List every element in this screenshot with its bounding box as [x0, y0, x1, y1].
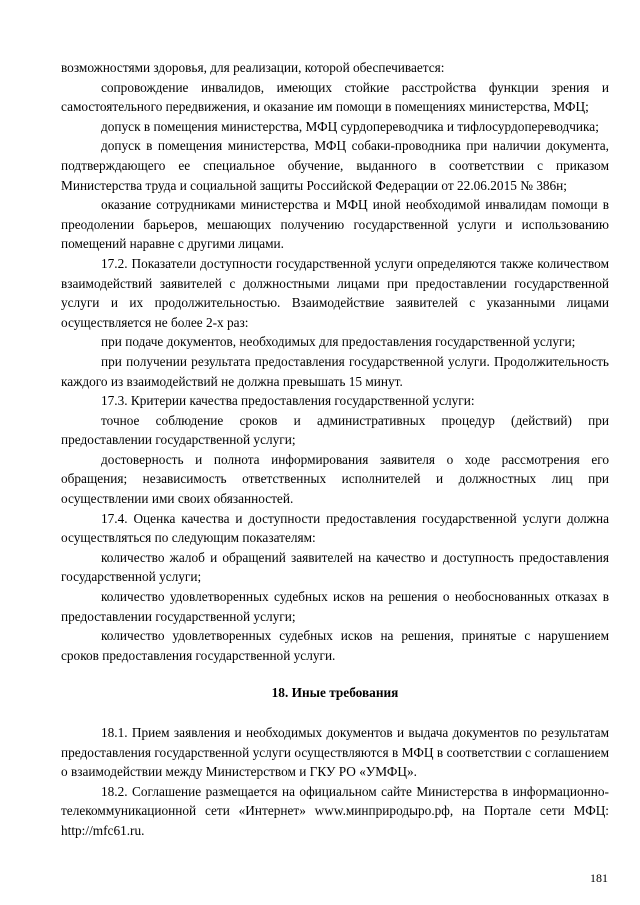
- paragraphs-before-heading: [61, 58, 609, 665]
- paragraph: возможностями здоровья, для реализации, которой обеспечивается:: [61, 60, 445, 75]
- paragraph: сопровождение инвалидов, имеющих стойкие расстройства функции зрения и самостоятельного передвижения, и оказание им помощи в помещениях министерства, МФЦ;: [61, 79, 609, 115]
- paragraphs-after-heading: [61, 723, 609, 841]
- paragraph: 17.2. Показатели доступности государственной услуги определяются также количеством взаимодействий заявителей с должностными лицами при предоставлении государственной услуги и их продолжительностью. Взаимодействие заявителей с указанными лицами осуществляется не более 2-х раз:: [61, 255, 609, 330]
- paragraph: количество удовлетворенных судебных исков на решения, принятые с нарушением сроков предоставления государственной услуги.: [61, 628, 609, 663]
- paragraph: 18.1. Прием заявления и необходимых документов и выдача документов по результатам предоставления государственной услуги осуществляются в МФЦ в соответствии с соглашением о взаимодействии между Министерством и ГКУ РО «УМФЦ».: [61, 725, 609, 780]
- paragraph: 17.3. Критерии качества предоставления государственной услуги:: [101, 393, 475, 409]
- paragraph: оказание сотрудниками министерства и МФЦ иной необходимой инвалидам помощи в преодолении барьеров, мешающих получению государственной услуги и использованию помещений наравне с другими лицами.: [61, 197, 609, 252]
- paragraph: достоверность и полнота информирования заявителя о ходе рассмотрения его обращения; независимость ответственных исполнителей и должностных лиц при осуществлении ими своих обязанностей.: [61, 451, 609, 507]
- paragraph: при подаче документов, необходимых для предоставления государственной услуги;: [101, 334, 576, 350]
- paragraph: количество жалоб и обращений заявителей на качество и доступность предоставления государственной услуги;: [61, 549, 609, 585]
- paragraph: точное соблюдение сроков и административных процедур (действий) при предоставлении государственной услуги;: [61, 412, 609, 448]
- paragraph: допуск в помещения министерства, МФЦ сурдопереводчика и тифлосурдопереводчика;: [101, 118, 599, 134]
- paragraph: 17.4. Оценка качества и доступности предоставления государственной услуги должна осуществляться по следующим показателям:: [61, 510, 609, 546]
- paragraph: допуск в помещения министерства, МФЦ собаки-проводника при наличии документа, подтверждающего ее специальное обучение, выданного в соответствии с приказом Министерства труда и социальной защиты Российской Федерации от 22.06.2015 № 386н;: [61, 138, 609, 193]
- page-number: 181: [590, 871, 608, 885]
- document-page: [61, 58, 609, 841]
- paragraph: 18.2. Соглашение размещается на официальном сайте Министерства в информационно-телекоммуникационной сети «Интернет» www.минприродыро.рф, на Портале сети МФЦ: http://mfc61.ru.: [61, 783, 609, 838]
- paragraph: при получении результата предоставления государственной услуги. Продолжительность каждого из взаимодействий не должна превышать 15 минут.: [61, 353, 609, 389]
- section-heading: 18. Иные требования: [271, 685, 399, 701]
- paragraph: количество удовлетворенных судебных исков на решения о необоснованных отказах в предоставлении государственной услуги;: [61, 589, 609, 624]
